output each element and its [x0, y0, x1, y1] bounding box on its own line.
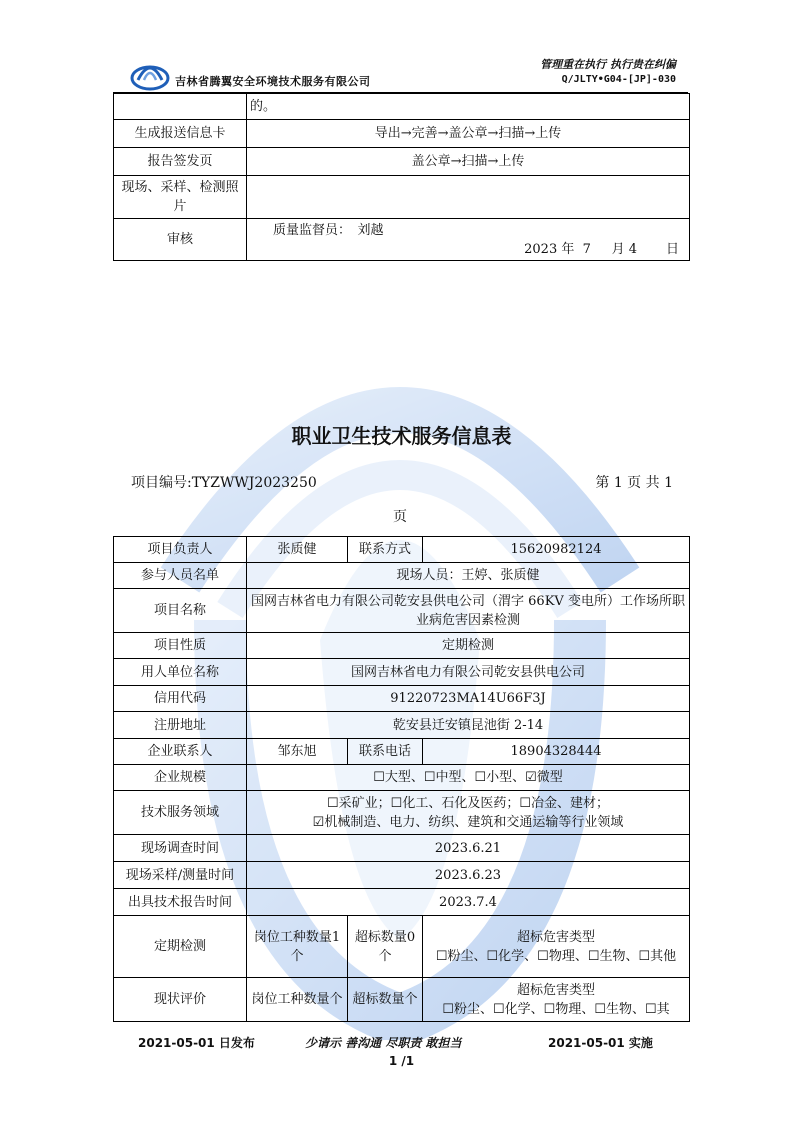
project-name-label: 项目名称: [114, 589, 247, 633]
review-date: [247, 240, 689, 259]
supervisor: 质量监督员： 刘越: [273, 222, 384, 238]
credit-value: 91220723MA14U66F3J: [247, 686, 690, 712]
table-row: [114, 978, 690, 1022]
periodic-posts: 岗位工种数量1个: [247, 916, 348, 978]
report-value: 2023.7.4: [247, 889, 690, 916]
status-exceed: 超标数量个: [348, 978, 423, 1022]
members-label: 参与人员名单: [114, 563, 247, 589]
review-cell: [247, 219, 690, 261]
info-table: [113, 536, 690, 1022]
process-table: [113, 93, 690, 261]
date-year-unit: 年: [561, 241, 575, 257]
row-value: 盖公章→扫描→上传: [247, 148, 690, 176]
table-row: [114, 862, 690, 889]
status-hazard-types: ☐粉尘、☐化学、☐物理、☐生物、☐其: [442, 1001, 670, 1017]
table-row: [114, 633, 690, 659]
table-row: [114, 94, 690, 120]
sampling-label: 现场采样/测量时间: [114, 862, 247, 889]
status-label: 现状评价: [114, 978, 247, 1022]
project-name-value: 国网吉林省电力有限公司乾安县供电公司（渭字 66KV 变电所）工作场所职业病危害因素检测: [247, 589, 690, 633]
periodic-hazard-title: 超标危害类型: [516, 929, 595, 945]
sampling-value: 2023.6.23: [247, 862, 690, 889]
report-label: 出具技术报告时间: [114, 889, 247, 916]
date-day-unit: 日: [665, 241, 679, 257]
table-row: [114, 739, 690, 765]
table-row: [114, 712, 690, 739]
footer-slogan: 少请示 善沟通 尽职责 敢担当: [305, 1036, 462, 1050]
date-month: 7: [582, 241, 591, 257]
table-row: [114, 176, 690, 219]
row-value: [247, 176, 690, 219]
header-motto: 管理重在执行 执行贵在纠偏: [540, 58, 676, 71]
page-count-continued: 页: [393, 509, 407, 525]
field-label: 技术服务领域: [114, 791, 247, 835]
status-hazard-title: 超标危害类型: [516, 982, 595, 998]
periodic-hazard-types: ☐粉尘、☐化学、☐物理、☐生物、☐其他: [435, 948, 677, 964]
table-row: [114, 916, 690, 978]
row-label: [114, 94, 247, 120]
address-value: 乾安县迁安镇昆池街 2-14: [247, 712, 690, 739]
table-row: [114, 563, 690, 589]
scale-label: 企业规模: [114, 765, 247, 791]
company-logo-icon: [130, 56, 170, 92]
employer-value: 国网吉林省电力有限公司乾安县供电公司: [247, 659, 690, 686]
row-label: 现场、采样、检测照片: [114, 176, 247, 219]
phone-value: 18904328444: [423, 739, 690, 765]
footer-issue-date: 2021-05-01 日发布: [138, 1036, 255, 1050]
project-number: 项目编号:TYZWWJ2023250: [131, 475, 317, 491]
table-row: [114, 791, 690, 835]
table-row: [114, 835, 690, 862]
ent-contact-value: 邹东旭: [247, 739, 348, 765]
company-name: 吉林省腾翼安全环境技术服务有限公司: [175, 75, 371, 88]
field-line-1: ☐采矿业；☐化工、石化及医药；☐冶金、建材；: [327, 795, 609, 811]
status-posts: 岗位工种数量个: [247, 978, 348, 1022]
table-row: [114, 148, 690, 176]
footer-effective-date: 2021-05-01 实施: [548, 1036, 653, 1050]
leader-label: 项目负责人: [114, 537, 247, 563]
row-value: 导出→完善→盖公章→扫描→上传: [247, 120, 690, 148]
form-title: 职业卫生技术服务信息表: [291, 424, 512, 448]
phone-label: 联系电话: [348, 739, 423, 765]
row-label: 报告签发页: [114, 148, 247, 176]
date-year: 2023: [524, 241, 558, 257]
document-number: Q/JLTY•G04-[JP]-030: [561, 74, 676, 85]
review-label: 审核: [114, 219, 247, 261]
field-line-2: ☑机械制造、电力、纺织、建筑和交通运输等行业领域: [312, 814, 624, 830]
footer-page-number: 1 /1: [388, 1054, 415, 1068]
table-row: [114, 889, 690, 916]
address-label: 注册地址: [114, 712, 247, 739]
date-day: 4: [628, 241, 638, 257]
scale-value: ☐大型、☐中型、☐小型、☑微型: [247, 765, 690, 791]
table-row: [114, 686, 690, 712]
contact-label: 联系方式: [348, 537, 423, 563]
table-row: [114, 589, 690, 633]
table-row: [114, 120, 690, 148]
field-value: [247, 791, 690, 835]
credit-label: 信用代码: [114, 686, 247, 712]
row-label: 生成报送信息卡: [114, 120, 247, 148]
table-row: [114, 537, 690, 563]
table-row: [114, 219, 690, 261]
periodic-label: 定期检测: [114, 916, 247, 978]
date-month-unit: 月: [611, 241, 625, 257]
leader-value: 张质健: [247, 537, 348, 563]
status-hazard: [423, 978, 690, 1022]
page-count: 第 1 页 共 1: [595, 475, 673, 491]
contact-value: 15620982124: [423, 537, 690, 563]
table-row: [114, 765, 690, 791]
members-value: 现场人员：王婷、张质健: [247, 563, 690, 589]
survey-label: 现场调查时间: [114, 835, 247, 862]
row-value: 的。: [247, 94, 690, 120]
nature-value: 定期检测: [247, 633, 690, 659]
employer-label: 用人单位名称: [114, 659, 247, 686]
survey-value: 2023.6.21: [247, 835, 690, 862]
periodic-exceed: 超标数量0个: [348, 916, 423, 978]
periodic-hazard: [423, 916, 690, 978]
ent-contact-label: 企业联系人: [114, 739, 247, 765]
table-row: [114, 659, 690, 686]
nature-label: 项目性质: [114, 633, 247, 659]
